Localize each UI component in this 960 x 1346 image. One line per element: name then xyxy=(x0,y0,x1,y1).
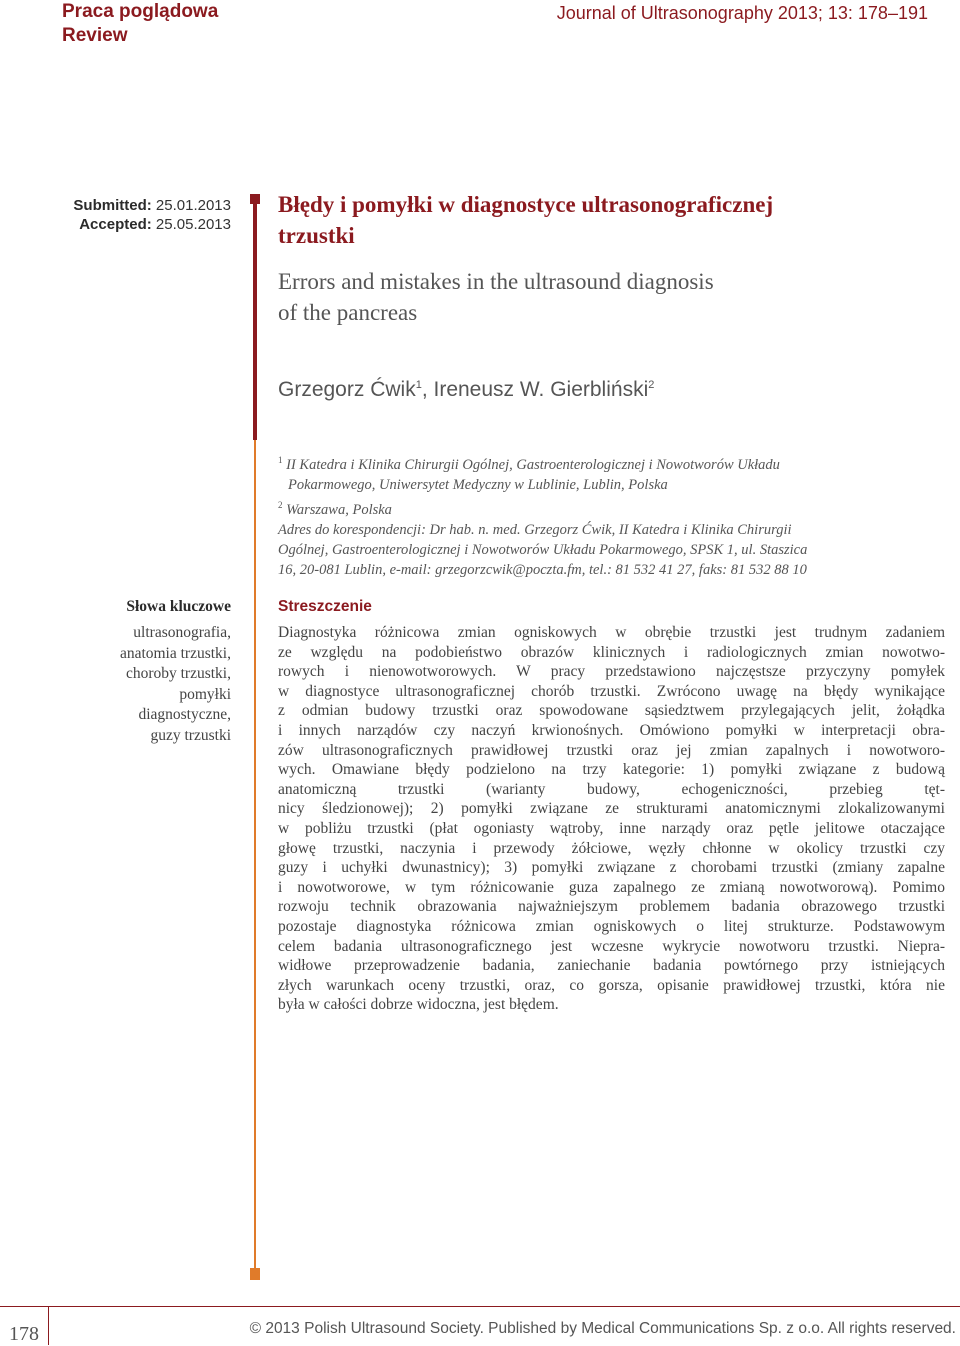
abstract-line: i nowotworowe, w tym różnicowanie guza zapalnego ze zmianą nowotworową). Pomimo xyxy=(278,878,945,896)
abstract-line: i innych narządów czy naczyń krwionośnych. Omówiono pomyłki w interpretacji obra- xyxy=(278,721,945,739)
copyright-notice: © 2013 Polish Ultrasound Society. Published by Medical Communications Sp. z o.o. All rights reserved. xyxy=(249,1320,956,1337)
abstract-line: Diagnostyka różnicowa zmian ogniskowych w obrębie trzustki jest trudnym zadaniem xyxy=(278,624,945,641)
page-number: 178 xyxy=(9,1323,39,1345)
section-type-en: Review xyxy=(62,25,128,46)
abstract-line: guzy i uchyłki dwunastnicy); 3) pomyłki związane z chorobami trzustki (zmiany zapalne xyxy=(278,859,945,877)
affiliation-2-line1: Warszawa, Polska xyxy=(282,501,392,518)
author-2-affil: 2 xyxy=(648,379,655,391)
abstract-heading: Streszczenie xyxy=(278,598,372,615)
affiliations xyxy=(278,450,938,580)
abstract-body xyxy=(278,623,945,1015)
abstract-line: ze względu na podobieństwo obrazów klinicznych i radiologicznych zmian nowotwo- xyxy=(278,643,945,661)
correspondence-line2: Ogólnej, Gastroenterologicznej i Nowotworów Układu Pokarmowego, SPSK 1, ul. Staszica xyxy=(278,541,808,558)
title-english xyxy=(278,266,918,328)
divider-line-dark xyxy=(253,200,257,440)
author-1-affil: 1 xyxy=(415,379,422,391)
abstract-line: widłowe przeprowadzenie badania, zaniechanie badania powtórnego przy istniejących xyxy=(278,957,945,975)
keyword-item: diagnostyczne, xyxy=(138,706,231,723)
title-polish-line2: trzustki xyxy=(278,223,355,248)
affiliation-2-num: 2 xyxy=(278,499,283,510)
abstract-line: rozwoju technik obrazowania najważniejszym problemem badania obrazowego trzustki xyxy=(278,898,945,916)
submitted-value: 25.01.2013 xyxy=(155,197,231,214)
abstract-line: głowę trzustki, naczynia i przewody żółciowe, węzły chłonne w okolicy trzustki czy xyxy=(278,839,945,857)
keywords-list xyxy=(20,623,231,746)
keyword-item: choroby trzustki, xyxy=(125,665,231,682)
submitted-label: Submitted: xyxy=(73,197,152,214)
abstract-line: wych. Omawiane błędy podzielono na trzy kategorie: 1) pomyłki związane z budową xyxy=(278,761,945,779)
journal-citation: Journal of Ultrasonography 2013; 13: 178–191 xyxy=(556,3,928,23)
abstract-line: pozostaje diagnostyka różnicowa zmian ogniskowych o litej strukturze. Podstawowym xyxy=(278,917,945,935)
keyword-item: guzy trzustki xyxy=(150,726,231,744)
abstract-line: z odmian budowy trzustki oraz spowodowane sąsiedztwem przylegających jelit, żołądka xyxy=(278,702,945,720)
divider-marker-bottom xyxy=(250,1268,260,1280)
abstract-line: w pobliżu trzustki (płat ogoniasty wątroby, inne narządy oraz pętle jelitowe otaczające xyxy=(278,819,945,837)
affiliation-1 xyxy=(278,450,938,475)
affiliation-1-line1: II Katedra i Klinika Chirurgii Ogólnej, Gastroenterologicznej i Nowotworów Układu xyxy=(282,456,780,473)
accepted-date xyxy=(20,215,231,234)
correspondence-line1: Adres do korespondencji: Dr hab. n. med. Grzegorz Ćwik, II Katedra i Klinika Chirurgii xyxy=(278,521,792,538)
title-polish-line1: Błędy i pomyłki w diagnostyce ultrasonograficznej xyxy=(278,192,774,217)
divider-line-orange xyxy=(254,440,256,1270)
affiliation-1-num: 1 xyxy=(278,455,283,465)
keyword-item: ultrasonografia, xyxy=(133,624,231,641)
keyword-item: pomyłki xyxy=(179,685,231,703)
author-1: Grzegorz Ćwik xyxy=(278,378,416,401)
affiliation-1-line2: Pokarmowego, Uniwersytet Medyczny w Lublinie, Lublin, Polska xyxy=(288,476,668,493)
authors xyxy=(278,378,654,402)
footer-rule xyxy=(0,1306,960,1307)
keyword-item: anatomia trzustki, xyxy=(119,644,231,662)
abstract-line: złych warunkach oceny trzustki, oraz, co gorsza, opisanie prawidłowej trzustki, która nie xyxy=(278,976,945,994)
section-type xyxy=(62,0,218,48)
affiliation-2 xyxy=(278,495,938,520)
title-polish xyxy=(278,189,918,251)
abstract-line: zów ultrasonograficznych prawidłowej trzustki oraz jej zmian zapalnych i nowotworo- xyxy=(278,741,945,759)
accepted-label: Accepted: xyxy=(79,216,152,233)
abstract-line: rowych i nienowotworowych. W pracy przedstawiono najczęstsze przyczyny pomyłek xyxy=(278,663,945,681)
section-type-pl: Praca poglądowa xyxy=(62,1,219,22)
abstract-line: w diagnostyce ultrasonograficznej chorób trzustki. Zwrócono uwagę na błędy wynikające xyxy=(278,682,945,700)
correspondence-line3: 16, 20-081 Lublin, e-mail: grzegorzcwik@poczta.fm, tel.: 81 532 41 27, faks: 81 532 88 10 xyxy=(278,561,807,578)
keywords-heading: Słowa kluczowe xyxy=(126,598,231,615)
abstract-line: celem badania ultrasonograficznego jest wczesne wykrycie nowotworu trzustki. Niepra- xyxy=(278,937,945,955)
title-english-line1: Errors and mistakes in the ultrasound diagnosis xyxy=(278,269,714,294)
abstract-line: była w całości dobrze widoczna, jest błędem. xyxy=(278,996,559,1014)
title-english-line2: of the pancreas xyxy=(278,300,418,325)
abstract-line: nicy śledzionowej); 2) pomyłki związane ze strukturami anatomicznymi zlokalizowanymi xyxy=(278,800,945,818)
accepted-value: 25.05.2013 xyxy=(155,216,231,233)
author-2: Ireneusz W. Gierbliński xyxy=(433,378,649,401)
submitted-date xyxy=(20,196,231,215)
abstract-line: anatomiczną trzustki (warianty budowy, echogeniczności, przebieg tęt- xyxy=(278,780,945,798)
article-dates xyxy=(20,196,231,234)
author-separator: , xyxy=(421,378,434,401)
